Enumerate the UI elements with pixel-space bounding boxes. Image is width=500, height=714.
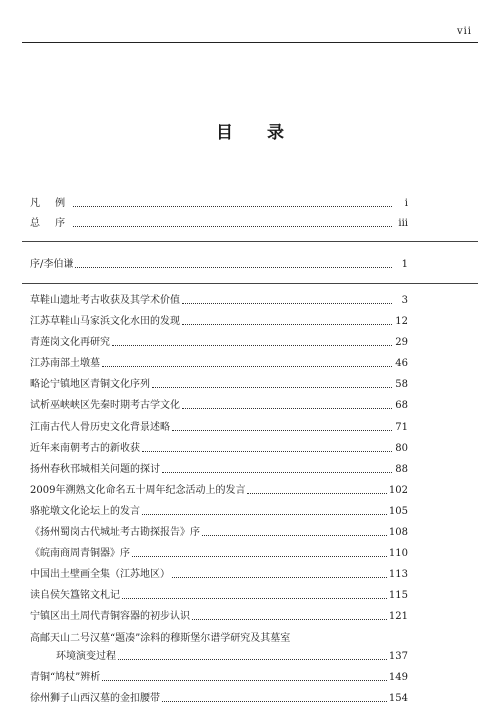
toc-entry[interactable] — [30, 400, 408, 412]
toc-entry[interactable] — [30, 295, 408, 307]
toc-entry-title: 读𠂤侯矢簋铭文札记 — [30, 590, 120, 602]
header-rule — [22, 42, 478, 43]
toc-entry-page: 115 — [388, 590, 408, 602]
leader-dots — [73, 206, 392, 207]
leader-dots — [152, 387, 392, 388]
toc-entry-title: 2009年溯熟文化命名五十周年纪念活动上的发言 — [30, 484, 246, 496]
leader-dots — [182, 324, 392, 325]
toc-entry-title: 骆驼墩文化论坛上的发言 — [30, 505, 140, 517]
toc-entry-page: 3 — [401, 295, 408, 306]
preface-list — [30, 259, 408, 271]
leader-dots — [122, 598, 387, 599]
toc-entry-title: 宁镇区出土周代青铜容器的初步认识 — [30, 611, 190, 623]
leader-dots — [102, 366, 392, 367]
toc-entry[interactable] — [30, 548, 408, 560]
toc-entry-title: 近年来南朝考古的新收获 — [30, 442, 140, 454]
toc-entry-title: 试析巫峡峡区先秦时期考古学文化 — [30, 400, 180, 412]
toc-entry-title: 中国出土壁画全集（江苏地区） — [30, 569, 170, 581]
leader-dots — [182, 408, 392, 409]
toc-entry-page: 113 — [388, 569, 408, 581]
toc-entry-title: 青莲岗文化再研究 — [30, 337, 110, 349]
toc-entry-page: 102 — [388, 484, 408, 496]
toc-entry-title: 青铜“鸠杖”辨析 — [30, 671, 101, 683]
toc-entry-page: 58 — [395, 379, 408, 391]
toc-entry-page: 80 — [395, 442, 408, 454]
leader-dots — [172, 430, 392, 431]
leader-dots — [142, 451, 392, 452]
page-folio: vii — [456, 26, 472, 37]
toc-entry-title: 《扬州蜀岗古代城址考古勘探报告》序 — [30, 527, 200, 539]
front-matter-list — [30, 198, 408, 230]
toc-entry[interactable] — [30, 337, 408, 349]
toc-entry[interactable] — [30, 569, 408, 581]
page-title: 目 录 — [216, 123, 298, 143]
leader-dots — [202, 535, 387, 536]
toc-entry[interactable] — [30, 527, 408, 539]
toc-entry-page: 121 — [388, 611, 408, 623]
toc-entry-title: 略论宁镇地区青铜文化序列 — [30, 379, 150, 391]
toc-entry[interactable] — [30, 672, 408, 684]
toc-entry-page: 154 — [388, 692, 408, 704]
leader-dots — [112, 345, 392, 346]
toc-entry-title: 草鞋山遗址考古收获及其学术价值 — [30, 295, 180, 306]
toc-entry[interactable] — [30, 358, 408, 370]
toc-entry-title: 高邮天山二号汉墓“题凑”涂料的穆斯堡尔谱学研究及其墓室 — [30, 632, 291, 644]
toc-entry-continuation[interactable] — [30, 651, 408, 663]
toc-entry-page: 108 — [388, 527, 408, 539]
toc-entry-preface[interactable] — [30, 259, 408, 271]
toc-entry-page: 1 — [401, 259, 408, 270]
toc-entry[interactable] — [30, 506, 408, 518]
toc-entry[interactable] — [30, 316, 408, 328]
toc-entry-title: 江苏草鞋山马家浜文化水田的发现 — [30, 316, 180, 328]
toc-entry-title: 江苏南部土墩墓 — [30, 358, 100, 370]
toc-entry[interactable] — [30, 422, 408, 434]
toc-entry-page: 29 — [395, 337, 408, 349]
toc-entry-fanli[interactable] — [30, 198, 408, 210]
toc-entry-page: 110 — [388, 548, 408, 560]
leader-dots — [172, 577, 387, 578]
toc-entry[interactable] — [30, 633, 408, 645]
toc-entry-page: 105 — [388, 505, 408, 517]
toc-entry-page: 46 — [395, 358, 408, 370]
toc-entry-title: 扬州春秋邗城相关问题的探讨 — [30, 463, 160, 475]
toc-entry-zongxu[interactable] — [30, 218, 408, 230]
toc-entry-page: 88 — [395, 463, 408, 475]
toc-entry[interactable] — [30, 485, 408, 497]
section-divider — [22, 241, 478, 242]
leader-dots — [162, 472, 392, 473]
toc-entry-title: 江南古代人骨历史文化背景述略 — [30, 421, 170, 433]
toc-entry-page: 68 — [395, 400, 408, 412]
toc-entry-page: i — [404, 198, 408, 209]
toc-entry-title: 序/李伯谦 — [30, 259, 74, 270]
leader-dots — [118, 659, 387, 660]
section-divider — [22, 283, 478, 284]
toc-entry[interactable] — [30, 611, 408, 623]
toc-entry[interactable] — [30, 464, 408, 476]
leader-dots — [73, 226, 392, 227]
toc-entry-page: 12 — [395, 316, 408, 328]
leader-dots — [132, 556, 387, 557]
leader-dots — [75, 267, 392, 268]
leader-dots — [247, 493, 386, 494]
leader-dots — [182, 303, 392, 304]
toc-entry[interactable] — [30, 693, 408, 705]
toc-entry-page: 71 — [395, 421, 408, 433]
toc-entry[interactable] — [30, 379, 408, 391]
leader-dots — [162, 701, 387, 702]
toc-entry-page: iii — [398, 218, 408, 229]
leader-dots — [142, 514, 387, 515]
toc-entry-page: 137 — [388, 650, 408, 662]
toc-entry[interactable] — [30, 590, 408, 602]
toc-entry-title: 《皖南商周青铜器》序 — [30, 548, 130, 560]
toc-entry[interactable] — [30, 443, 408, 455]
toc-main-list — [30, 295, 408, 714]
toc-entry-title-continued: 环境演变过程 — [56, 650, 116, 662]
toc-entry-title: 凡 例 — [30, 198, 72, 209]
leader-dots — [192, 619, 387, 620]
toc-entry-title: 徐州狮子山西汉墓的金扣腰带 — [30, 692, 160, 704]
toc-entry-page: 149 — [388, 671, 408, 683]
leader-dots — [102, 680, 387, 681]
toc-entry-title: 总 序 — [30, 218, 72, 229]
